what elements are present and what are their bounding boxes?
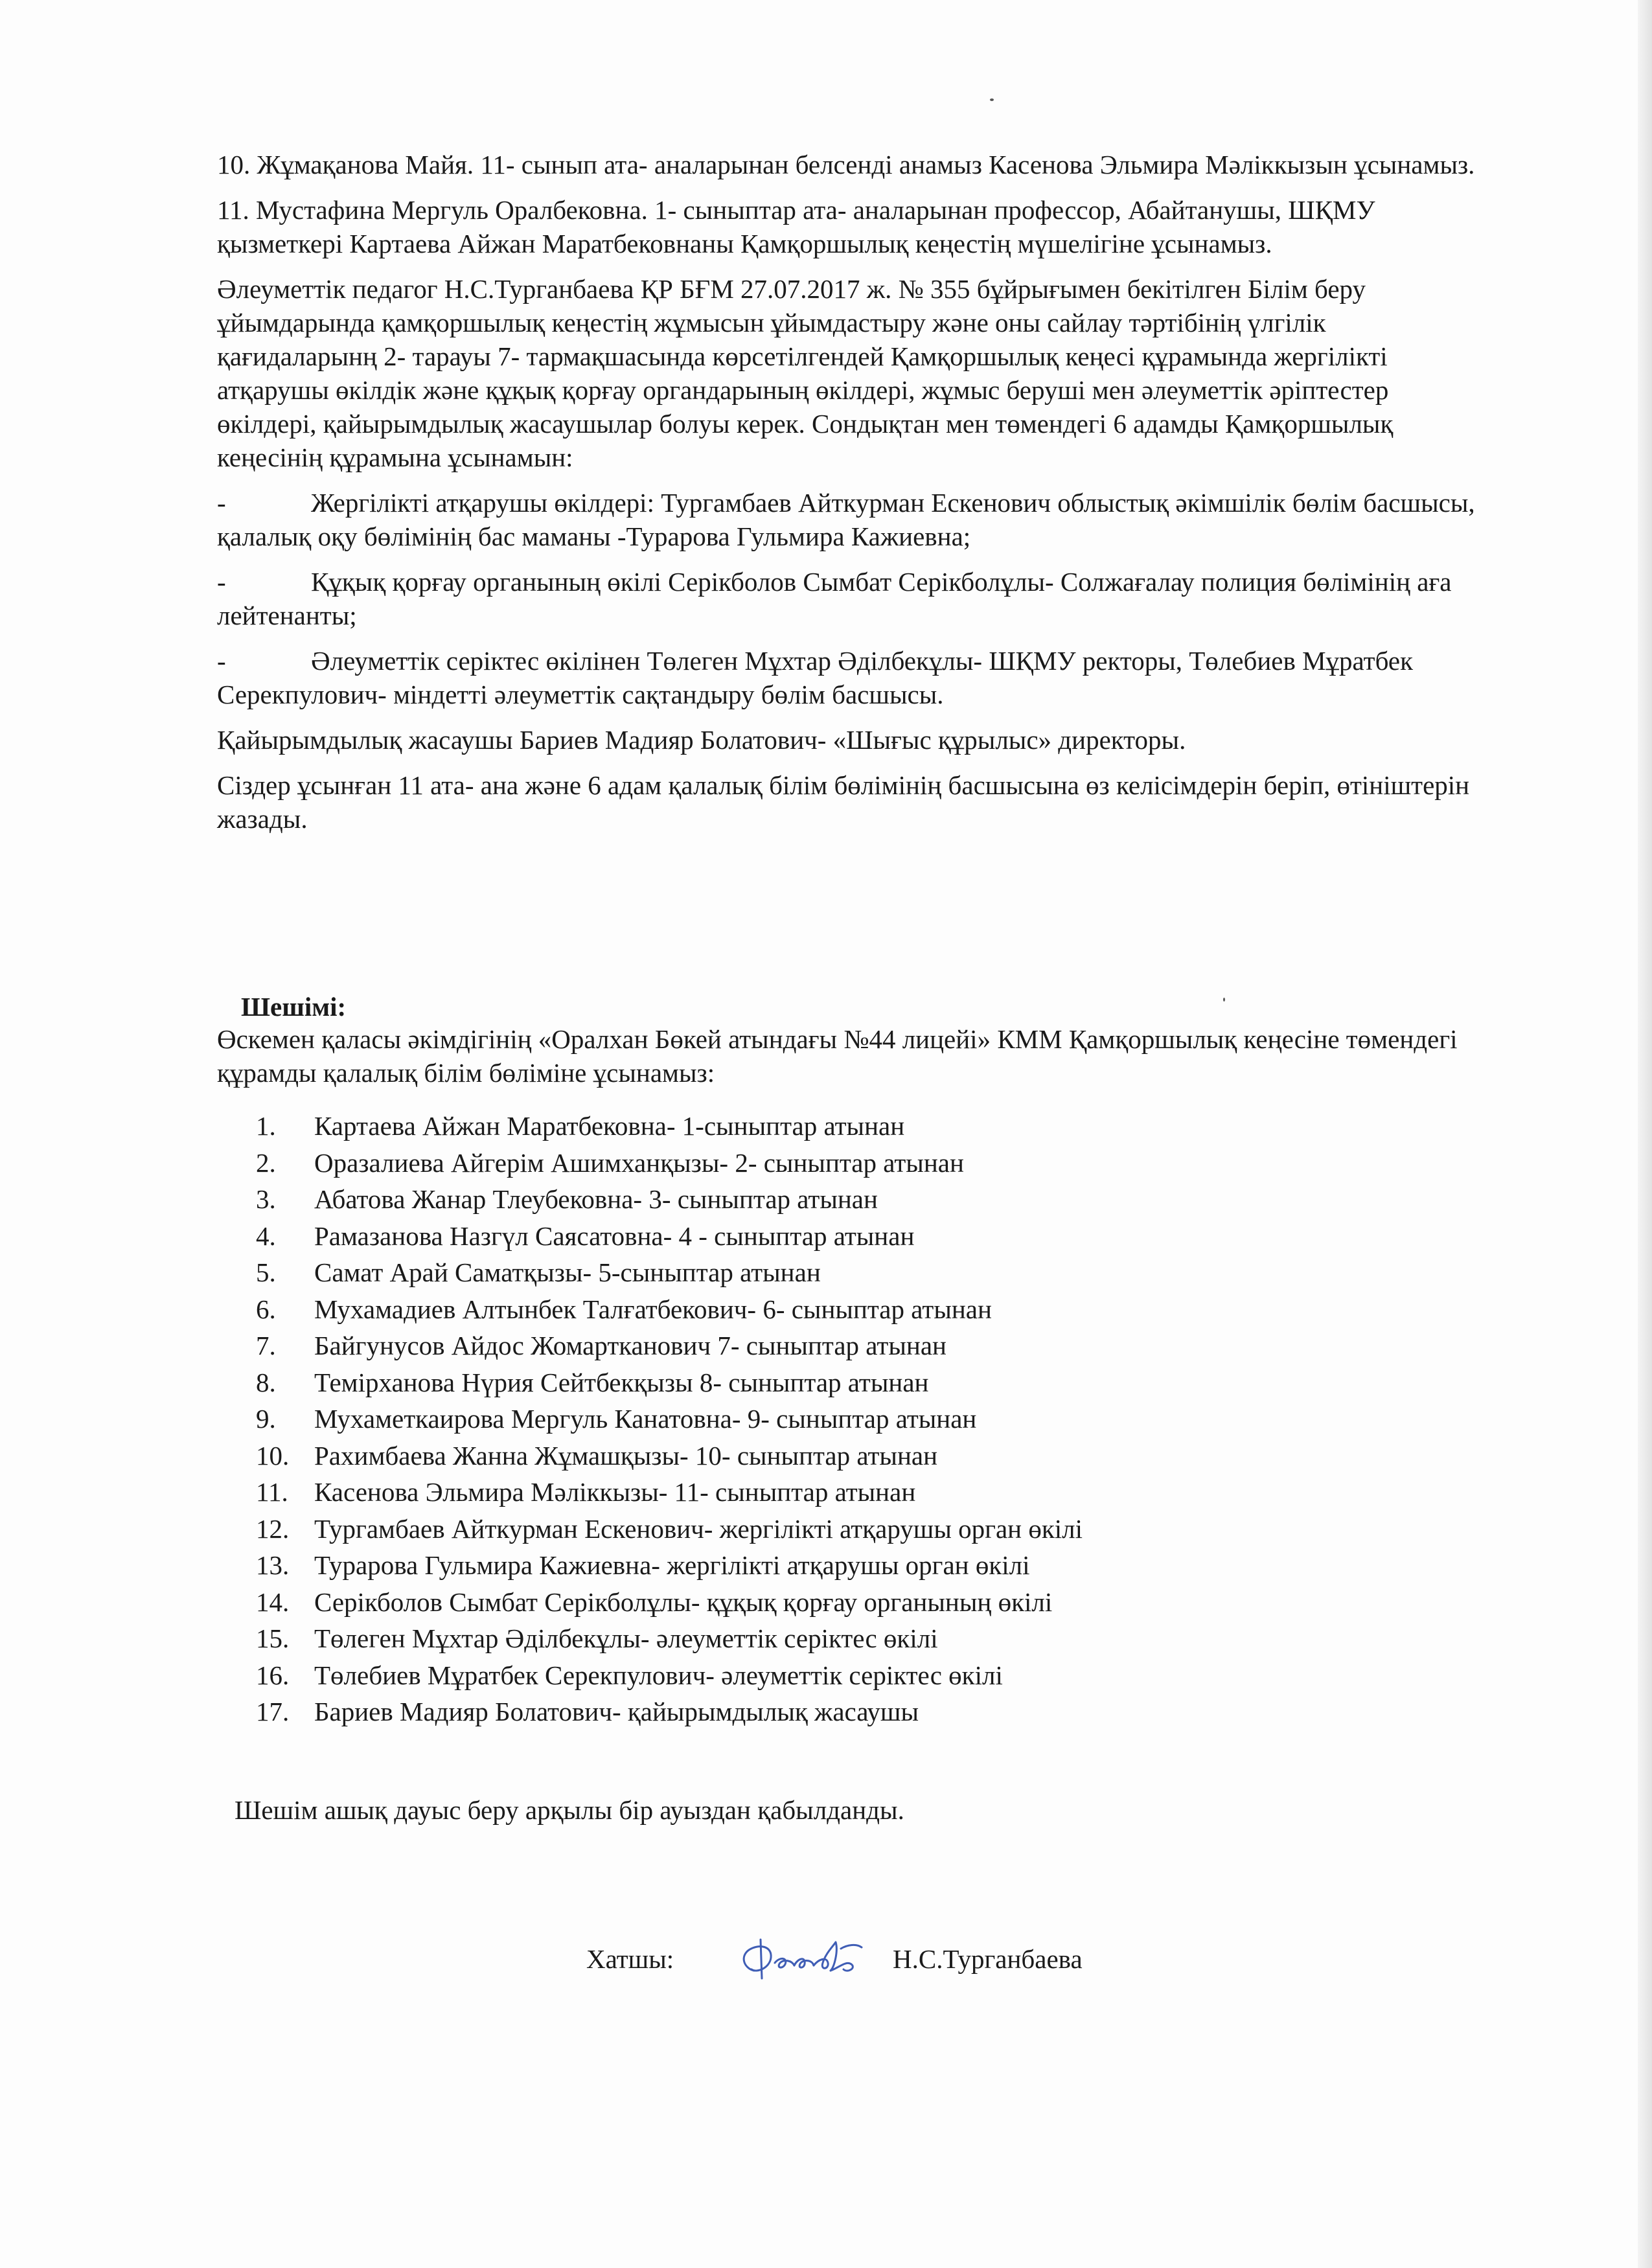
list-item-number: 7. xyxy=(256,1331,276,1360)
list-item xyxy=(256,1438,1083,1474)
dash-item-social-partners: - Әлеуметтік серіктес өкілінен Төлеген Мұхтар Әділбекұлы- ШҚМУ ректоры, Төлебиев Мұратбек Серекпулович- міндетті әлеуметтік сақтандыру бөлім басшысы. xyxy=(217,644,1480,711)
list-item-number: 4. xyxy=(256,1220,276,1251)
list-item-text: Оразалиева Айгерім Ашимханқызы- 2- сыныптар атынан xyxy=(314,1147,964,1178)
list-item xyxy=(256,1291,1083,1328)
dash-item-local-executives: - Жергілікті атқарушы өкілдері: Тургамбаев Айткурман Ескенович облыстық әкімшілік бөлім басшысы, қалалық оқу бөлімінің бас маманы -Турарова Гульмира Кажиевна; xyxy=(217,486,1480,553)
list-item-number: 8. xyxy=(256,1367,276,1397)
list-item xyxy=(256,1657,1083,1694)
list-item-number: 12. xyxy=(256,1513,290,1544)
paragraph-social-pedagogue: Әлеуметтік педагог Н.С.Турганбаева ҚР БҒМ 27.07.2017 ж. № 355 бұйрығымен бекітілген Білім беру ұйымдарында қамқоршылық кеңестің жұмысын ұйымдастыру және оны сайлау тәртібінің үлгілік қағидаларынң 2- тарауы 7- тармақшасында көрсетілгендей Қамқоршылық кеңесі құрамында жергілікті атқарушы өкілдік және құқық қорғау органдарының өкілдері, жұмыс беруші мен әлеуметтік әріптестер өкілдері, қайырымдылық жасаушылар болуы керек. Сондықтан мен төмендегі 6 адамды Қамқоршылық кеңесінің құрамына ұсынамын: xyxy=(217,274,1394,472)
list-item-text: Серікболов Сымбат Серікболұлы- құқық қорғау органының өкілі xyxy=(314,1586,1053,1617)
dash-item-text: Құқық қорғау органының өкілі Серікболов Сымбат Серікболұлы- Солжағалау полиция бөлімінің аға лейтенанты; xyxy=(217,567,1452,630)
secretary-name: Н.С.Турганбаева xyxy=(893,1944,1083,1974)
list-item-text: Мухамадиев Алтынбек Талғатбекович- 6- сыныптар атынан xyxy=(314,1294,992,1324)
list-item xyxy=(256,1474,1083,1511)
list-item xyxy=(256,1401,1083,1438)
list-item xyxy=(256,1181,1083,1218)
dash-item-law-enforcement: - Құқық қорғау органының өкілі Серікболов Сымбат Серікболұлы- Солжағалау полиция бөлімінің аға лейтенанты; xyxy=(217,565,1480,632)
list-item-text: Рамазанова Назгүл Саясатовна- 4 - сыныптар атынан xyxy=(314,1220,915,1251)
decision-intro: Өскемен қаласы әкімдігінің «Оралхан Бөкей атындағы №44 лицейі» КММ Қамқоршылық кеңесіне төмендегі құрамды қалалық білім бөліміне ұсынамыз: xyxy=(217,1024,1458,1088)
list-item-number: 11. xyxy=(256,1477,288,1507)
list-item-text: Картаева Айжан Маратбековна- 1-сыныптар атынан xyxy=(314,1111,905,1141)
list-item-number: 5. xyxy=(256,1257,276,1287)
list-item-number: 3. xyxy=(256,1184,276,1214)
list-item-text: Байгунусов Айдос Жомартканович 7- сыныптар атынан xyxy=(314,1331,946,1360)
list-item xyxy=(256,1327,1083,1364)
list-item xyxy=(256,1693,1083,1730)
secretary-label: Хатшы: xyxy=(586,1944,674,1974)
list-item xyxy=(256,1620,1083,1657)
list-item-text: Мухаметкаирова Мергуль Канатовна- 9- сыныптар атынан xyxy=(314,1404,977,1434)
list-item-number: 6. xyxy=(256,1294,276,1324)
paragraph-consent: Сіздер ұсынған 11 ата- ана және 6 адам қалалық білім бөлімінің басшысына өз келісімдерін беріп, өтініштерін жазады. xyxy=(217,770,1470,834)
dash-item-text: Әлеуметтік серіктес өкілінен Төлеген Мұхтар Әділбекұлы- ШҚМУ ректоры, Төлебиев Мұратбек Серекпулович- міндетті әлеуметтік сақтандыру бөлім басшысы. xyxy=(217,646,1414,709)
body-text xyxy=(217,148,1480,847)
list-item xyxy=(256,1511,1083,1548)
list-item-number: 14. xyxy=(256,1586,290,1617)
list-item-number: 17. xyxy=(256,1697,290,1726)
list-item-number: 2. xyxy=(256,1147,276,1178)
list-item-text: Төлеген Мұхтар Әділбекұлы- әлеуметтік серіктес өкілі xyxy=(314,1623,938,1653)
verdict-text: Шешім ашық дауыс беру арқылы бір ауыздан қабылданды. xyxy=(235,1795,904,1825)
list-item-number: 10. xyxy=(256,1440,290,1471)
list-item-text: Бариев Мадияр Болатович- қайырымдылық жасаушы xyxy=(314,1697,919,1726)
paragraph-item-11: 11. Мустафина Мергуль Оралбековна. 1- сыныптар ата- аналарынан профессор, Абайтанушы, ШҚМУ қызметкері Картаева Айжан Маратбековнаны Қамқоршылық кеңестің мүшелігіне ұсынамыз. xyxy=(217,195,1375,258)
handwritten-signature xyxy=(732,1930,875,1989)
paragraph-item-10: 10. Жұмақанова Майя. 11- сынып ата- аналарынан белсенді анамыз Касенова Эльмира Мәліккызын ұсынамыз. xyxy=(217,150,1475,179)
member-list xyxy=(256,1108,1083,1730)
list-item-number: 15. xyxy=(256,1623,290,1653)
list-item-text: Тургамбаев Айткурман Ескенович- жергілікті атқарушы орган өкілі xyxy=(314,1513,1083,1544)
list-item-text: Абатова Жанар Тлеубековна- 3- сыныптар атынан xyxy=(314,1184,878,1214)
list-item xyxy=(256,1108,1083,1145)
list-item xyxy=(256,1584,1083,1621)
list-item-text: Самат Арай Саматқызы- 5-сыныптар атынан xyxy=(314,1257,821,1287)
paragraph-charity: Қайырымдылық жасаушы Бариев Мадияр Болатович- «Шығыс құрылыс» директоры. xyxy=(217,725,1186,755)
dash-item-text: Жергілікті атқарушы өкілдері: Тургамбаев Айткурман Ескенович облыстық әкімшілік бөлім басшысы, қалалық оқу бөлімінің бас маманы -Турарова Гульмира Кажиевна; xyxy=(217,488,1475,551)
list-item xyxy=(256,1145,1083,1182)
list-item-text: Темірханова Нүрия Сейтбекқызы 8- сыныптар атынан xyxy=(314,1367,929,1397)
list-item-number: 1. xyxy=(256,1111,276,1141)
list-item-text: Касенова Эльмира Мәліккызы- 11- сыныптар атынан xyxy=(314,1477,916,1507)
list-item-text: Турарова Гульмира Кажиевна- жергілікті атқарушы орган өкілі xyxy=(314,1550,1030,1580)
list-item-number: 13. xyxy=(256,1550,290,1580)
list-item-text: Рахимбаева Жанна Жұмашқызы- 10- сыныптар атынан xyxy=(314,1440,938,1471)
scan-edge-shadow xyxy=(1638,0,1652,2268)
list-item-text: Төлебиев Мұратбек Серекпулович- әлеуметтік серіктес өкілі xyxy=(314,1660,1003,1690)
list-item xyxy=(256,1547,1083,1584)
list-item xyxy=(256,1254,1083,1291)
decision-heading: Шешімі: xyxy=(241,992,347,1022)
list-item xyxy=(256,1364,1083,1401)
list-item xyxy=(256,1218,1083,1255)
scan-speck xyxy=(990,98,994,101)
list-item-number: 16. xyxy=(256,1660,290,1690)
list-item-number: 9. xyxy=(256,1404,276,1434)
signature-block xyxy=(586,1930,1169,1989)
scan-speck xyxy=(1223,998,1225,1002)
